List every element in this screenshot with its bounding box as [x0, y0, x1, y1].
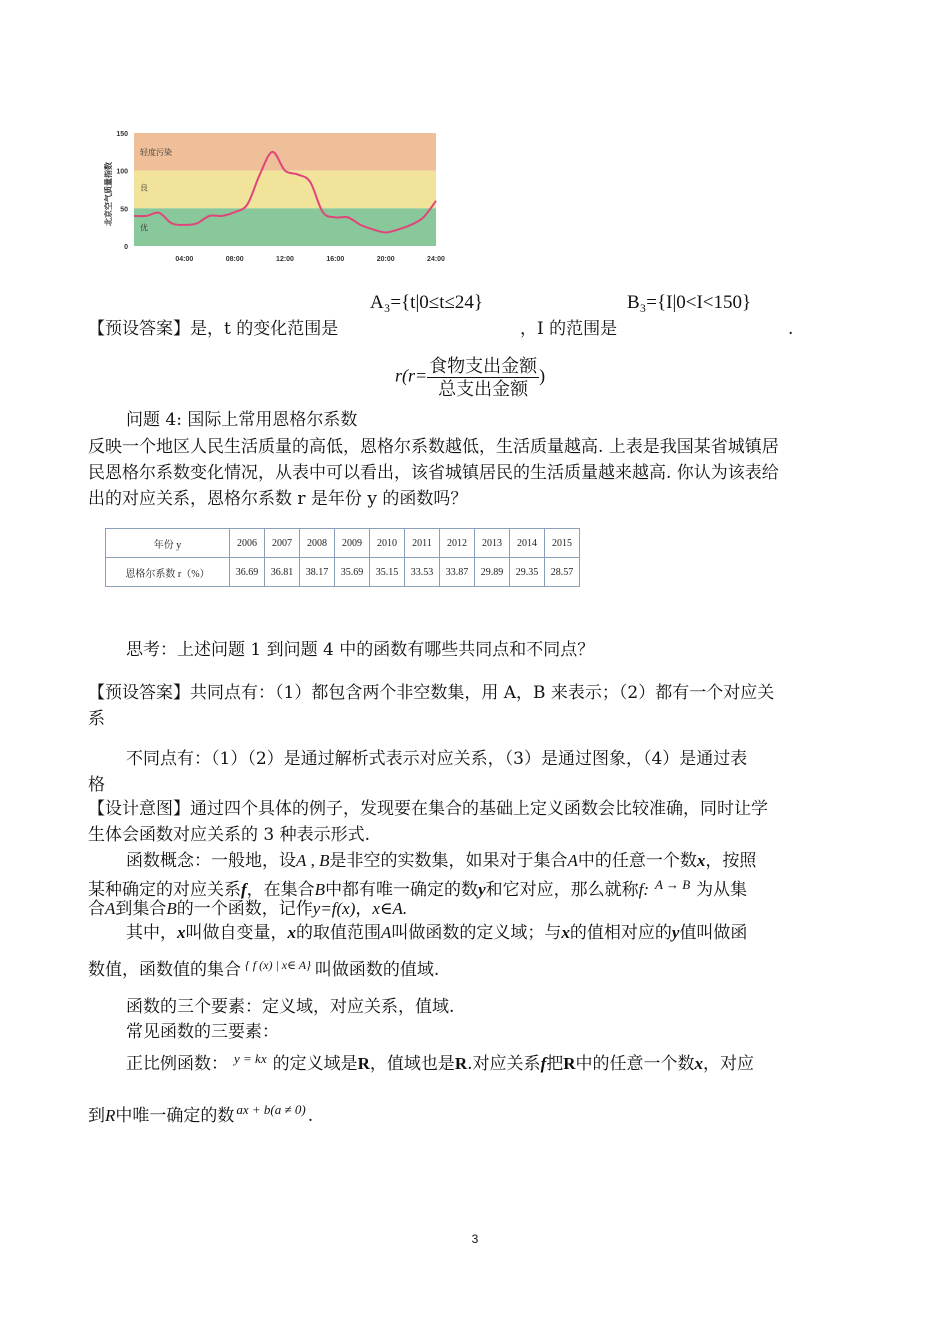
- band-label: 轻度污染: [140, 148, 172, 157]
- table-cell: 2007: [265, 529, 300, 558]
- x-tick-label: 08:00: [225, 256, 244, 263]
- var-a: A: [296, 851, 307, 870]
- engel-table: [105, 528, 580, 587]
- proportional-line-1: [126, 1046, 754, 1077]
- x-tick-label: 16:00: [326, 256, 345, 263]
- text: 到集合: [115, 899, 167, 919]
- table-cell: 33.53: [405, 558, 440, 587]
- text: 中唯一确定的数: [115, 1106, 235, 1126]
- set-r: R: [563, 1054, 576, 1073]
- set-a3: A₃={t|0≤t≤24}: [370, 292, 484, 313]
- range-set: { f (x) | x∈ A}: [245, 958, 311, 972]
- three-elements: 函数的三个要素：定义域，对应关系，值域.: [126, 997, 455, 1017]
- table-cell: 2011: [405, 529, 440, 558]
- text: ，在集合: [246, 880, 315, 900]
- text: 到: [88, 1106, 105, 1126]
- table-cell: 2009: [335, 529, 370, 558]
- text: ，值域也是: [369, 1054, 455, 1074]
- text: 合: [88, 899, 105, 919]
- answer-range-end: .: [788, 319, 794, 339]
- table-cell: 35.69: [335, 558, 370, 587]
- answer-range-prefix: 【预设答案】是，t 的变化范围是: [88, 319, 339, 339]
- text: 叫做自变量，: [185, 923, 288, 943]
- formula-close: ): [539, 365, 546, 386]
- proportional-line-2: [88, 1097, 313, 1129]
- formula-numerator: 食物支出金额: [429, 356, 538, 376]
- design-intent-line-1: 【设计意图】通过四个具体的例子，发现要在集合的基础上定义函数会比较准确，同时让学: [88, 799, 768, 819]
- text: 把: [546, 1054, 564, 1074]
- table-cell: 2008: [300, 529, 335, 558]
- answer-diff-line-1: 不同点有：（1）（2）是通过解析式表示对应关系，（3）是通过图象，（4）是通过表: [126, 749, 748, 769]
- question-4-title: 问题 4: 国际上常用恩格尔系数: [126, 410, 358, 430]
- engel-formula: [395, 355, 545, 400]
- table-cell: 2014: [510, 529, 545, 558]
- text: 的值相对应的: [569, 923, 672, 943]
- table-cell: 28.57: [545, 558, 580, 587]
- design-intent-line-2: 生体会函数对应关系的 3 种表示形式.: [88, 825, 371, 845]
- band-0: [134, 133, 436, 171]
- text: 中都有唯一确定的数: [325, 880, 479, 900]
- table-cell: 35.15: [370, 558, 405, 587]
- answer-range-mid: ，I 的范围是: [520, 319, 618, 339]
- formula-ykx: y = kx: [234, 1051, 267, 1066]
- table-cell: 33.87: [440, 558, 475, 587]
- definition-line-5: [88, 952, 439, 983]
- x-tick-label: 24:00: [427, 256, 445, 263]
- var-x: x: [696, 851, 706, 870]
- formula-r: r(r=: [395, 365, 428, 386]
- text: 正比例函数：: [126, 1054, 228, 1074]
- y-tick-label: 150: [116, 131, 128, 138]
- text: 叫做函数的值域.: [314, 960, 440, 980]
- var-f: f: [241, 880, 247, 899]
- text: 中的任意一个数: [577, 851, 697, 871]
- var-a: A: [567, 851, 578, 870]
- definition-line-1: [126, 848, 756, 874]
- band-2: [134, 208, 436, 246]
- band-label: 优: [140, 223, 148, 233]
- table-cell: 2010: [370, 529, 405, 558]
- text: 其中，: [126, 923, 177, 943]
- y-axis-title: 北京空气质量指数: [104, 162, 113, 226]
- text: 的定义域是: [272, 1054, 358, 1074]
- definition-line-3: [88, 896, 407, 922]
- y-tick-label: 100: [116, 168, 128, 176]
- question-4-line-1: 反映一个地区人民生活质量的高低，恩格尔系数越低，生活质量越高. 上表是我国某省城镇居: [88, 437, 779, 457]
- set-r: R: [357, 1054, 370, 1073]
- band-1: [134, 171, 436, 209]
- mapping-a-to-b: A → B: [655, 877, 691, 892]
- x-tick-label: 20:00: [376, 256, 395, 263]
- text: ,: [306, 851, 320, 870]
- table-cell: 36.81: [265, 558, 300, 587]
- text: .对应关系: [467, 1054, 541, 1074]
- question-4-line-2: 民恩格尔系数变化情况，从表中可以看出，该省城镇居民的生活质量越来越高. 你认为该表给: [88, 463, 779, 483]
- text: 和它对应，那么就称: [485, 880, 639, 900]
- var-b: B: [314, 880, 326, 899]
- table-cell: 2012: [440, 529, 475, 558]
- y-axis-label: [103, 162, 113, 226]
- formula-fraction: [427, 355, 539, 400]
- var-y: y: [478, 880, 486, 899]
- table-header-year: 年份 y: [106, 529, 230, 558]
- text: 为从集: [696, 880, 748, 900]
- text: 值叫做函: [679, 923, 748, 943]
- set-b3: B₃={I|0<I<150}: [627, 292, 752, 313]
- text: 数值，函数值的集合: [88, 960, 241, 980]
- question-4-line-3: 出的对应关系，恩格尔系数 r 是年份 y 的函数吗？: [88, 489, 468, 509]
- think-question: 思考：上述问题 1 到问题 4 中的函数有哪些共同点和不同点？: [126, 640, 595, 660]
- table-header-coefficient: 恩格尔系数 r（%）: [106, 558, 230, 587]
- table-cell: 29.35: [510, 558, 545, 587]
- var-x: x: [561, 923, 570, 942]
- definition-line-4: [126, 920, 747, 946]
- text: ，按照: [705, 851, 757, 871]
- set-r: R: [454, 1054, 468, 1073]
- text: 叫做函数的定义域；与: [391, 923, 562, 943]
- table-cell: 2015: [545, 529, 580, 558]
- var-x: x: [177, 923, 186, 942]
- var-f: f: [540, 1054, 547, 1073]
- table-cell: 2013: [475, 529, 510, 558]
- x-tick-label: 12:00: [276, 256, 294, 263]
- table-cell: 2006: [230, 529, 265, 558]
- page-number: 3: [471, 1232, 479, 1246]
- answer-diff-line-2: 格: [88, 775, 105, 795]
- formula-axb: ax + b(a ≠ 0): [236, 1102, 306, 1117]
- x-tick-label: 04:00: [175, 256, 194, 263]
- text: ，对应: [703, 1054, 755, 1074]
- y-tick-label: 50: [120, 206, 128, 214]
- table-row-values: [106, 558, 580, 587]
- function-notation: y=f(x): [312, 899, 356, 918]
- var-f: f:: [638, 880, 649, 899]
- var-b: B: [166, 899, 177, 918]
- set-r: R: [105, 1106, 116, 1125]
- text: 函数概念：一般地，设: [126, 851, 296, 871]
- formula-denominator: 总支出金额: [438, 379, 529, 399]
- table-row-years: [106, 529, 580, 558]
- var-a: A: [105, 899, 116, 918]
- text: 是非空的实数集，如果对于集合: [329, 851, 568, 871]
- common-functions: 常见函数的三要素：: [126, 1022, 279, 1042]
- text: ，: [355, 899, 373, 919]
- text: 的一个函数，记作: [176, 899, 313, 919]
- var-a: A: [381, 923, 392, 942]
- answer-common-line-2: 系: [88, 709, 105, 729]
- text: 某种确定的对应关系: [88, 880, 241, 900]
- table-cell: 38.17: [300, 558, 335, 587]
- text: 的取值范围: [296, 923, 381, 943]
- table-cell: 36.69: [230, 558, 265, 587]
- table-cell: 29.89: [475, 558, 510, 587]
- var-x: x: [694, 1054, 704, 1073]
- answer-common-line-1: 【预设答案】共同点有：（1）都包含两个非空数集，用 A，B 来表示；（2）都有一个对应关: [88, 683, 775, 703]
- domain-notation: x∈A.: [372, 899, 408, 918]
- var-y: y: [671, 923, 680, 942]
- var-x: x: [287, 923, 296, 942]
- text: 中的任意一个数: [575, 1054, 695, 1074]
- y-tick-label: 0: [124, 244, 128, 251]
- var-b: B: [319, 851, 330, 870]
- air-quality-chart: [98, 122, 450, 270]
- text: .: [307, 1106, 314, 1126]
- band-label: 良: [140, 183, 148, 193]
